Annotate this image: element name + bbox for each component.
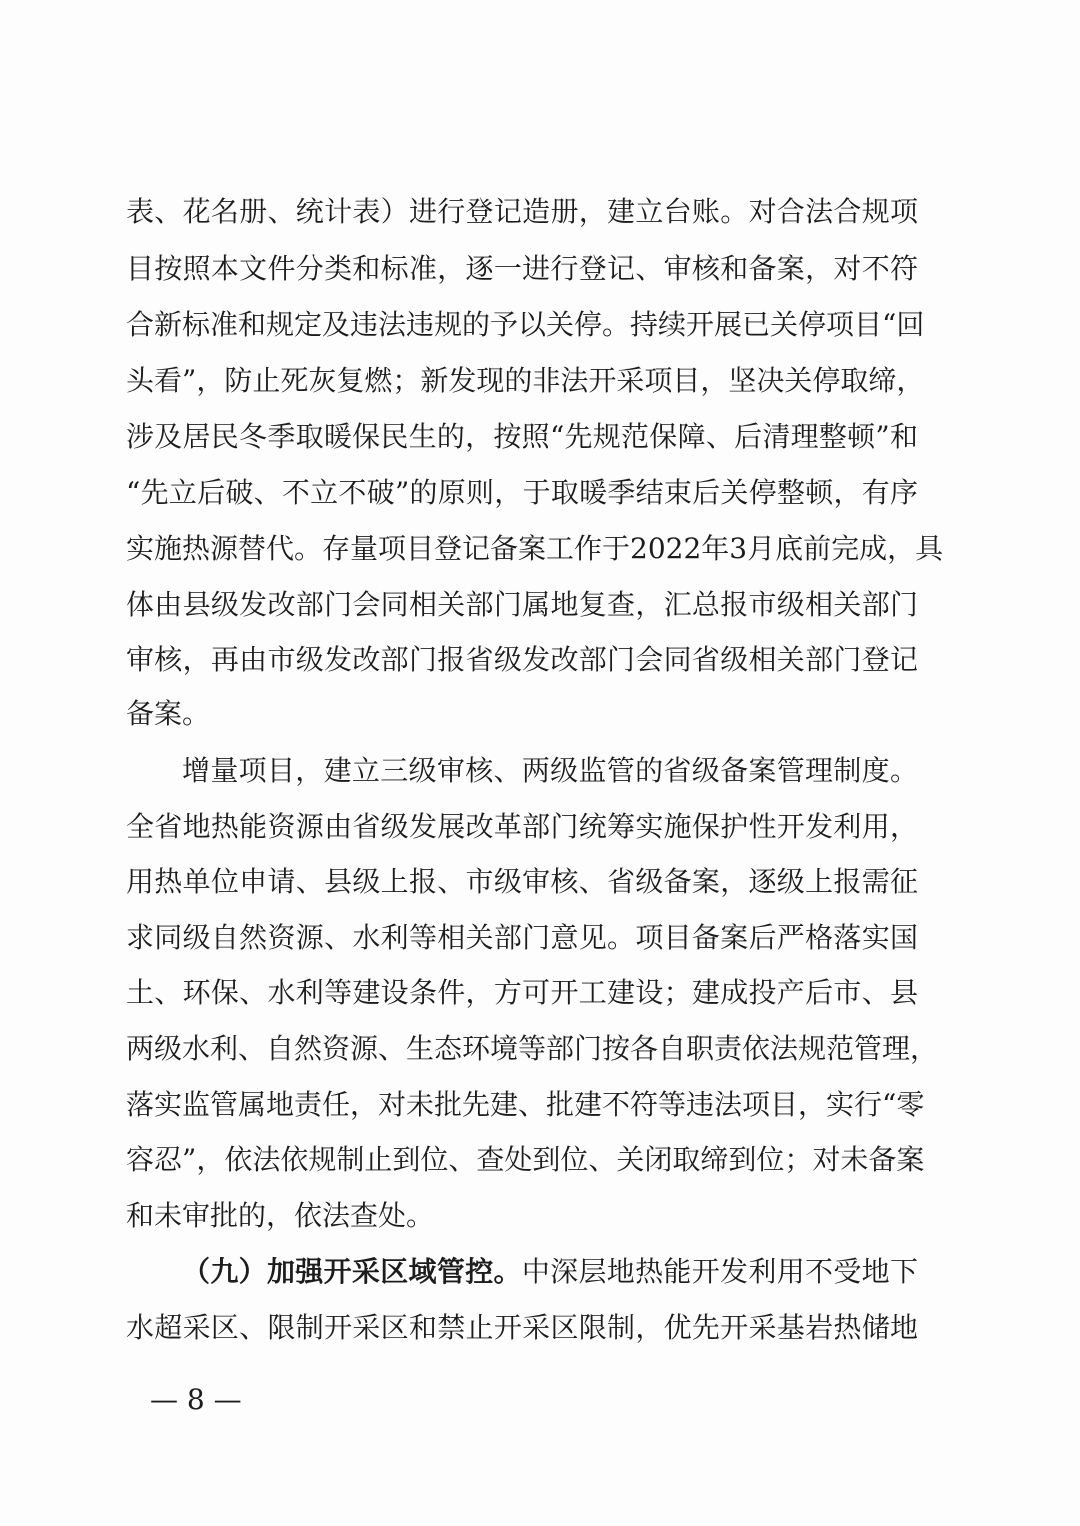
text-line: 两级水利、自然资源、生态环境等部门按各自职责依法规范管理，: [126, 1032, 939, 1065]
section-first-line: [182, 1252, 918, 1292]
text-line: 和未审批的，依法查处。: [126, 1199, 435, 1232]
text-line: 合新标准和规定及违法违规的予以关停。持续开展已关停项目“回: [126, 308, 925, 341]
text-line: 体由县级发改部门会同相关部门属地复查，汇总报市级相关部门: [126, 588, 918, 621]
text-line: 涉及居民冬季取暖保民生的，按照“先规范保障、后清理整顿”和: [126, 420, 918, 453]
text-line: 审核，再由市级发改部门报省级发改部门会同省级相关部门登记: [126, 643, 918, 676]
section-text: 中深层地热能开发利用不受地下: [521, 1255, 918, 1288]
text-line: 实施热源替代。存量项目登记备案工作于2022年3月底前完成，具: [126, 532, 944, 565]
text-line: 水超采区、限制开采区和禁止开采区限制，优先开采基岩热储地: [126, 1311, 918, 1344]
section-heading: （九）加强开采区域管控。: [182, 1255, 522, 1288]
text-line: 求同级自然资源、水利等相关部门意见。项目备案后严格落实国: [126, 921, 918, 954]
text-line: 土、环保、水利等建设条件，方可开工建设；建成投产后市、县: [126, 976, 918, 1009]
text-line: 落实监管属地责任，对未批先建、批建不符等违法项目，实行“零: [126, 1088, 925, 1121]
text-line: 全省地热能资源由省级发展改革部门统筹实施保护性开发利用，: [126, 810, 918, 843]
text-line: “先立后破、不立不破”的原则，于取暖季结束后关停整顿，有序: [126, 476, 918, 509]
paragraph-first-line: 增量项目，建立三级审核、两级监管的省级备案管理制度。: [182, 754, 918, 787]
text-line: 容忍”，依法依规制止到位、查处到位、关闭取缔到位；对未备案: [126, 1143, 925, 1176]
text-line: 用热单位申请、县级上报、市级审核、省级备案，逐级上报需征: [126, 865, 918, 898]
text-line: 表、花名册、统计表）进行登记造册，建立台账。对合法合规项: [126, 195, 918, 228]
page-number: — 8 —: [150, 1383, 242, 1416]
text-line: 目按照本文件分类和标准，逐一进行登记、审核和备案，对不符: [126, 252, 918, 285]
text-line: 备案。: [126, 697, 211, 730]
text-line: 头看”，防止死灰复燃；新发现的非法开采项目，坚决关停取缔，: [126, 364, 925, 397]
